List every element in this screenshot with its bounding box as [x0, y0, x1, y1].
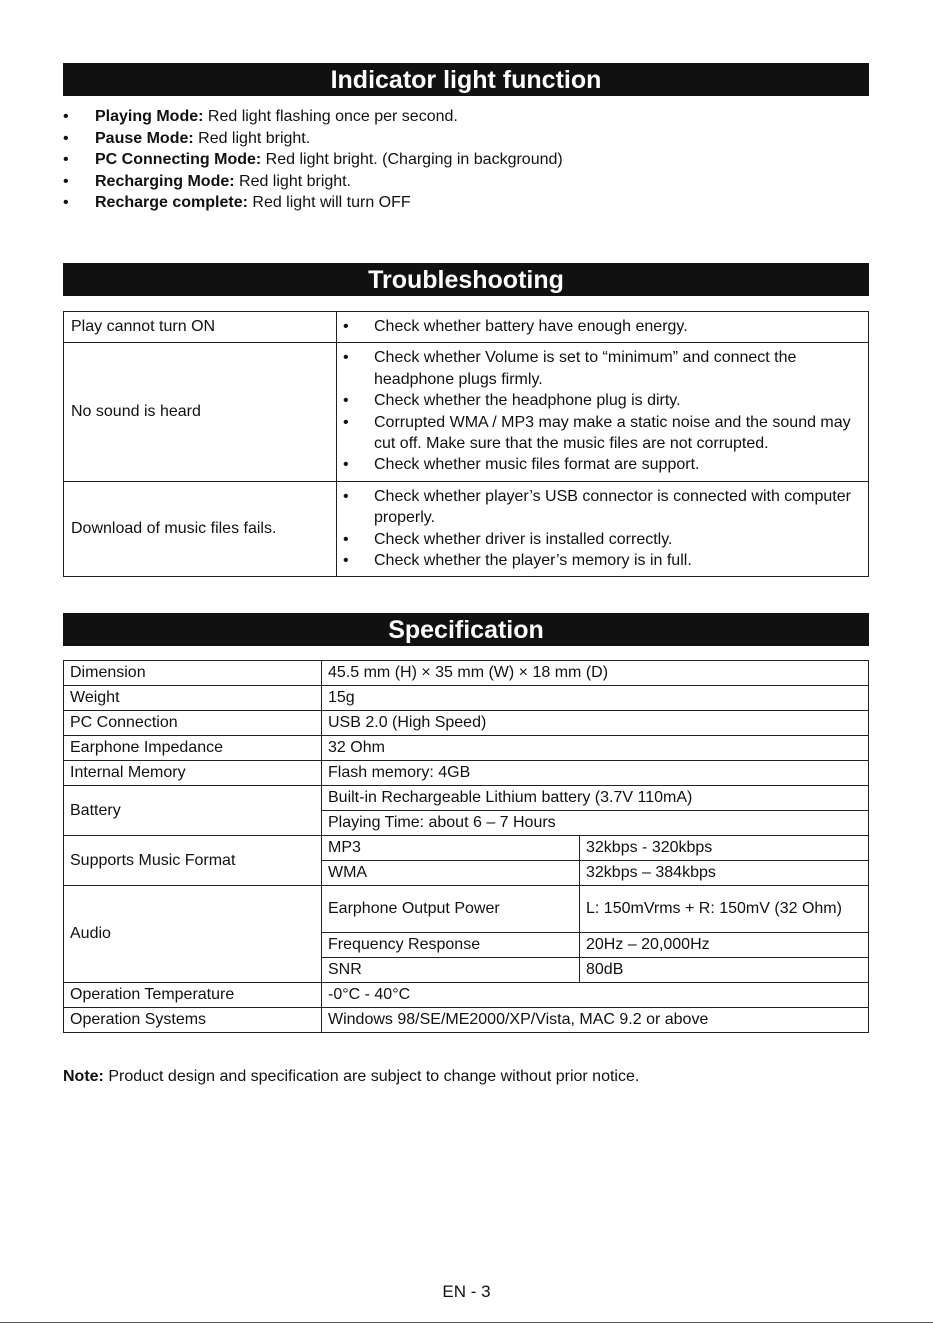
mode-label: Recharge complete: [95, 194, 248, 211]
table-row [64, 1008, 869, 1033]
spec-value: -0°C - 40°C [322, 983, 869, 1008]
note-label: Note: [63, 1068, 104, 1085]
spec-label: Supports Music Format [64, 836, 322, 886]
spec-label: PC Connection [64, 711, 322, 736]
mode-description: Red light bright. [234, 172, 352, 190]
format-name: MP3 [322, 836, 580, 861]
specification-section-title: Specification [63, 613, 869, 646]
table-row [64, 661, 869, 686]
spec-label: Internal Memory [64, 761, 322, 786]
spec-value: Windows 98/SE/ME2000/XP/Vista, MAC 9.2 or above [322, 1008, 869, 1033]
mode-description: Red light bright. (Charging in background) [261, 151, 563, 168]
audio-param-value: 80dB [580, 958, 869, 983]
table-row [64, 786, 869, 811]
spec-label: Dimension [64, 661, 322, 686]
check-item: • Check whether music files format are support. [343, 454, 861, 475]
check-item: • Check whether driver is installed correctly. [343, 529, 861, 550]
audio-param-name: Earphone Output Power [322, 886, 580, 933]
mode-description: Red light will turn OFF [247, 194, 411, 211]
format-bitrate: 32kbps - 320kbps [580, 836, 869, 861]
check-item: • Check whether player’s USB connector is connected with computer properly. [343, 486, 861, 529]
mode-label: PC Connecting Mode: [95, 151, 262, 168]
footnote [63, 1068, 639, 1086]
check-item: • Check whether Volume is set to “minimum” and connect the headphone plugs firmly. [343, 347, 861, 390]
spec-value: 15g [322, 686, 869, 711]
spec-label: Audio [64, 886, 322, 983]
table-row [64, 761, 869, 786]
audio-param-value: 20Hz – 20,000Hz [580, 933, 869, 958]
format-bitrate: 32kbps – 384kbps [580, 861, 869, 886]
list-item [63, 106, 563, 128]
table-row [64, 983, 869, 1008]
checks-cell [337, 481, 869, 577]
table-row [64, 711, 869, 736]
troubleshooting-section-title: Troubleshooting [63, 263, 869, 296]
spec-label: Weight [64, 686, 322, 711]
list-item [63, 128, 563, 150]
table-row [64, 686, 869, 711]
problem-cell: Play cannot turn ON [64, 312, 337, 343]
spec-value: Built-in Rechargeable Lithium battery (3.7V 110mA) [322, 786, 869, 811]
table-row [64, 886, 869, 933]
check-item: • Check whether battery have enough energy. [343, 316, 861, 337]
spec-value: Playing Time: about 6 – 7 Hours [322, 811, 869, 836]
checks-cell [337, 312, 869, 343]
spec-value: 32 Ohm [322, 736, 869, 761]
spec-label: Battery [64, 786, 322, 836]
list-item [63, 149, 563, 171]
audio-param-value: L: 150mVrms + R: 150mV (32 Ohm) [580, 886, 869, 933]
mode-label: Playing Mode: [95, 108, 204, 125]
indicator-list [63, 106, 563, 214]
spec-label: Operation Temperature [64, 983, 322, 1008]
table-row [64, 736, 869, 761]
mode-description: Red light flashing once per second. [203, 108, 458, 125]
table-row [64, 343, 869, 481]
check-item: • Corrupted WMA / MP3 may make a static noise and the sound may cut off. Make sure that the music files are not corrupted. [343, 412, 861, 455]
spec-label: Earphone Impedance [64, 736, 322, 761]
spec-label: Operation Systems [64, 1008, 322, 1033]
troubleshooting-table [63, 311, 869, 577]
list-item [63, 171, 563, 193]
table-row [64, 481, 869, 577]
format-name: WMA [322, 861, 580, 886]
problem-cell: Download of music files fails. [64, 481, 337, 577]
checks-cell [337, 343, 869, 481]
list-item [63, 192, 563, 214]
check-item: • Check whether the headphone plug is dirty. [343, 390, 861, 411]
mode-description: Red light bright. [193, 129, 311, 147]
table-row [64, 312, 869, 343]
spec-value: 45.5 mm (H) × 35 mm (W) × 18 mm (D) [322, 661, 869, 686]
page-divider [0, 1322, 933, 1323]
mode-label: Pause Mode: [95, 129, 194, 147]
check-item: • Check whether the player’s memory is in full. [343, 550, 861, 571]
spec-value: USB 2.0 (High Speed) [322, 711, 869, 736]
spec-value: Flash memory: 4GB [322, 761, 869, 786]
page-number: EN - 3 [442, 1282, 491, 1301]
note-text: Product design and specification are subject to change without prior notice. [103, 1068, 640, 1085]
audio-param-name: Frequency Response [322, 933, 580, 958]
mode-label: Recharging Mode: [95, 172, 235, 190]
table-row [64, 836, 869, 861]
indicator-section-title: Indicator light function [63, 63, 869, 96]
audio-param-name: SNR [322, 958, 580, 983]
specification-table [63, 660, 869, 1033]
problem-cell: No sound is heard [64, 343, 337, 481]
